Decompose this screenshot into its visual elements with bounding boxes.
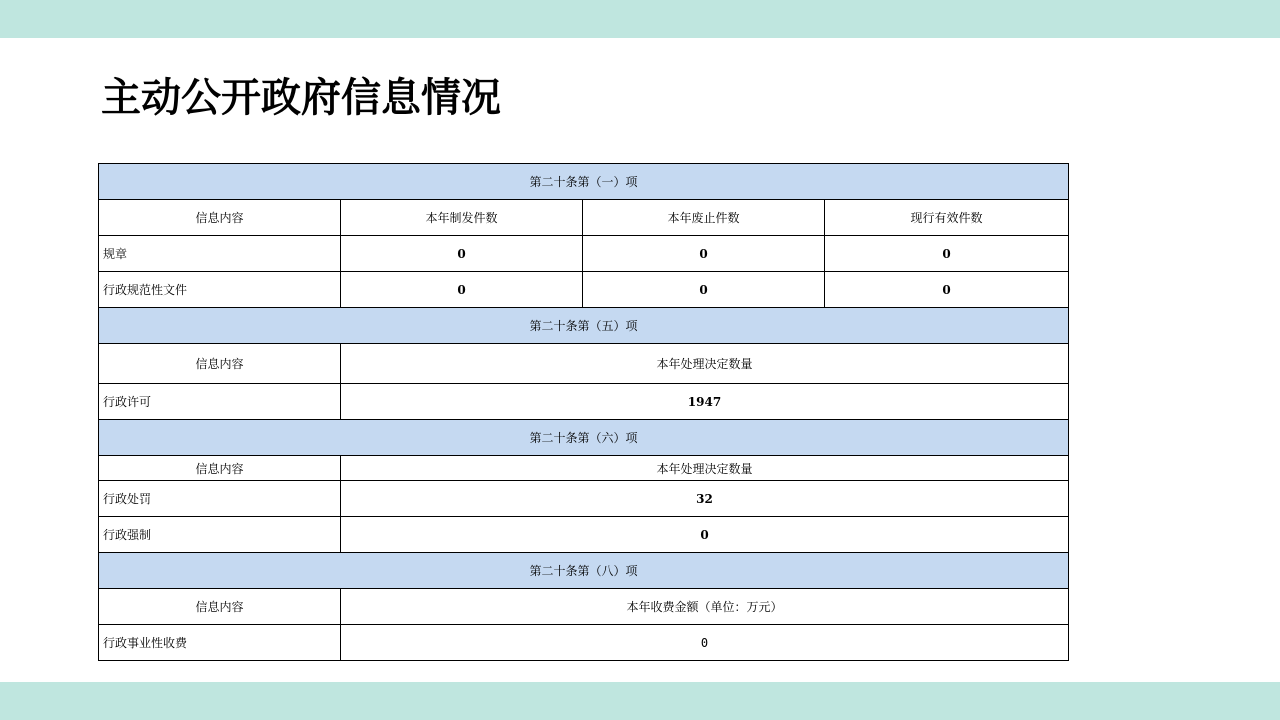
section-header: 第二十条第（六）项	[99, 420, 1069, 456]
section-header: 第二十条第（一）项	[99, 164, 1069, 200]
table-row	[99, 481, 1069, 517]
cell-value: 0	[341, 236, 583, 272]
table-row	[99, 272, 1069, 308]
column-header: 本年处理决定数量	[341, 456, 1069, 481]
column-header: 本年废止件数	[583, 200, 825, 236]
section-header-row	[99, 420, 1069, 456]
section-header: 第二十条第（五）项	[99, 308, 1069, 344]
bottom-band	[0, 682, 1280, 720]
column-header-row	[99, 456, 1069, 481]
cell-value: 0	[583, 272, 825, 308]
row-label: 行政处罚	[99, 481, 341, 517]
column-header: 信息内容	[99, 589, 341, 625]
column-header: 现行有效件数	[825, 200, 1069, 236]
cell-value: 1947	[341, 384, 1069, 420]
section-header: 第二十条第（八）项	[99, 553, 1069, 589]
table-row	[99, 517, 1069, 553]
section-header-row	[99, 308, 1069, 344]
table-row	[99, 384, 1069, 420]
page-title: 主动公开政府信息情况	[101, 75, 501, 121]
column-header: 信息内容	[99, 456, 341, 481]
row-label: 行政许可	[99, 384, 341, 420]
table-row	[99, 625, 1069, 661]
cell-value: 0	[341, 272, 583, 308]
column-header: 信息内容	[99, 344, 341, 384]
column-header-row	[99, 589, 1069, 625]
row-label: 规章	[99, 236, 341, 272]
row-label: 行政强制	[99, 517, 341, 553]
top-band	[0, 0, 1280, 38]
column-header: 本年制发件数	[341, 200, 583, 236]
cell-value: 0	[341, 517, 1069, 553]
disclosure-table	[98, 163, 1069, 661]
column-header: 信息内容	[99, 200, 341, 236]
cell-value: 0	[583, 236, 825, 272]
column-header-row	[99, 200, 1069, 236]
column-header-row	[99, 344, 1069, 384]
cell-value: 32	[341, 481, 1069, 517]
section-header-row	[99, 164, 1069, 200]
section-header-row	[99, 553, 1069, 589]
row-label: 行政规范性文件	[99, 272, 341, 308]
cell-value: 0	[341, 625, 1069, 661]
column-header: 本年收费金额（单位：万元）	[341, 589, 1069, 625]
cell-value: 0	[825, 272, 1069, 308]
cell-value: 0	[825, 236, 1069, 272]
column-header: 本年处理决定数量	[341, 344, 1069, 384]
row-label: 行政事业性收费	[99, 625, 341, 661]
table-row	[99, 236, 1069, 272]
